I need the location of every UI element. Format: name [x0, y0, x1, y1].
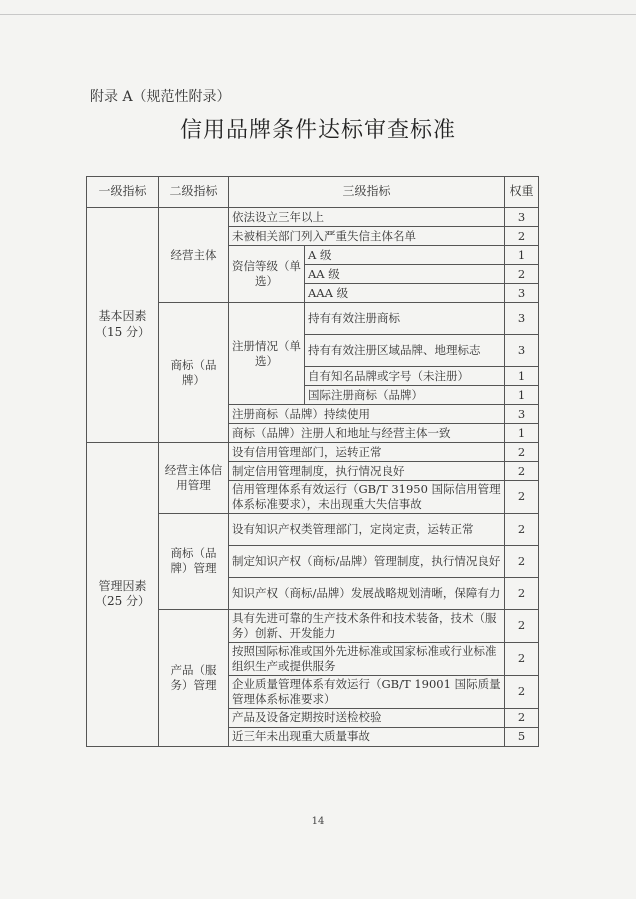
criterion-weight: 1	[505, 424, 539, 443]
criterion-text: AAA 级	[305, 284, 505, 303]
criterion-text: 国际注册商标（品牌）	[305, 386, 505, 405]
top-rule	[0, 14, 636, 15]
criterion-text: 近三年未出现重大质量事故	[229, 727, 505, 746]
criterion-text: 具有先进可靠的生产技术条件和技术装备，技术（服务）创新、开发能力	[229, 609, 505, 642]
criterion-text: 知识产权（商标/品牌）发展战略规划清晰，保障有力	[229, 577, 505, 609]
header-weight: 权重	[505, 177, 539, 208]
criterion-weight: 2	[505, 443, 539, 462]
criterion-text: 依法设立三年以上	[229, 208, 505, 227]
criterion-weight: 2	[505, 675, 539, 708]
criterion-weight: 3	[505, 284, 539, 303]
sub-credit-rating: 资信等级（单选）	[229, 246, 305, 303]
criterion-text: 持有有效注册区域品牌、地理标志	[305, 335, 505, 367]
document-title: 信用品牌条件达标审查标准	[179, 118, 456, 143]
level2-operating-entity: 经营主体	[159, 208, 229, 303]
level1-management-name: 管理因素	[98, 578, 147, 593]
level2-trademark-management: 商标（品牌）管理	[159, 513, 229, 609]
criterion-weight: 1	[505, 367, 539, 386]
criterion-text: AA 级	[305, 265, 505, 284]
table-header-row	[87, 177, 539, 208]
criterion-text: 设有知识产权类管理部门，定岗定责，运转正常	[229, 513, 505, 545]
criterion-weight: 2	[505, 481, 539, 514]
criterion-weight: 2	[505, 708, 539, 727]
header-level3: 三级指标	[229, 177, 505, 208]
criterion-text: 设有信用管理部门，运转正常	[229, 443, 505, 462]
criterion-weight: 2	[505, 513, 539, 545]
criterion-weight: 3	[505, 335, 539, 367]
criterion-weight: 2	[505, 609, 539, 642]
criterion-weight: 3	[505, 303, 539, 335]
table-row	[87, 443, 539, 462]
criterion-text: 按照国际标准或国外先进标准或国家标准或行业标准组织生产或提供服务	[229, 642, 505, 675]
criterion-weight: 2	[505, 577, 539, 609]
criterion-weight: 2	[505, 545, 539, 577]
level1-management-score: （25 分）	[94, 594, 151, 609]
criterion-text: 商标（品牌）注册人和地址与经营主体一致	[229, 424, 505, 443]
level2-credit-management: 经营主体信用管理	[159, 443, 229, 514]
criterion-text: 注册商标（品牌）持续使用	[229, 405, 505, 424]
criterion-weight: 2	[505, 462, 539, 481]
level2-product-management: 产品（服务）管理	[159, 609, 229, 746]
criterion-weight: 2	[505, 265, 539, 284]
header-level2: 二级指标	[159, 177, 229, 208]
level1-basic-score: （15 分）	[94, 325, 151, 339]
criterion-text: 信用管理体系有效运行（GB/T 31950 国际信用管理体系标准要求），未出现重大失信事故	[229, 481, 505, 514]
header-level1: 一级指标	[87, 177, 159, 208]
appendix-label: 附录 A（规范性附录）	[90, 89, 231, 105]
criteria-table	[86, 176, 539, 747]
criterion-weight: 2	[505, 227, 539, 246]
criterion-text: 企业质量管理体系有效运行（GB/T 19001 国际质量管理体系标准要求）	[229, 675, 505, 708]
criterion-weight: 2	[505, 642, 539, 675]
criterion-text: 制定知识产权（商标/品牌）管理制度，执行情况良好	[229, 545, 505, 577]
criterion-text: 未被相关部门列入严重失信主体名单	[229, 227, 505, 246]
sub-registration: 注册情况（单选）	[229, 303, 305, 405]
criterion-text: 制定信用管理制度，执行情况良好	[229, 462, 505, 481]
page-number: 14	[311, 816, 325, 827]
level1-management	[87, 443, 159, 747]
level1-basic	[87, 208, 159, 443]
criterion-weight: 1	[505, 246, 539, 265]
level2-trademark: 商标（品牌）	[159, 303, 229, 443]
criterion-text: 产品及设备定期按时送检校验	[229, 708, 505, 727]
criterion-weight: 3	[505, 405, 539, 424]
criterion-text: 持有有效注册商标	[305, 303, 505, 335]
criterion-weight: 5	[505, 727, 539, 746]
level1-basic-name: 基本因素	[98, 309, 147, 324]
criterion-text: 自有知名品牌或字号（未注册）	[305, 367, 505, 386]
criterion-text: A 级	[305, 246, 505, 265]
criterion-weight: 1	[505, 386, 539, 405]
criterion-weight: 3	[505, 208, 539, 227]
table-row	[87, 208, 539, 227]
